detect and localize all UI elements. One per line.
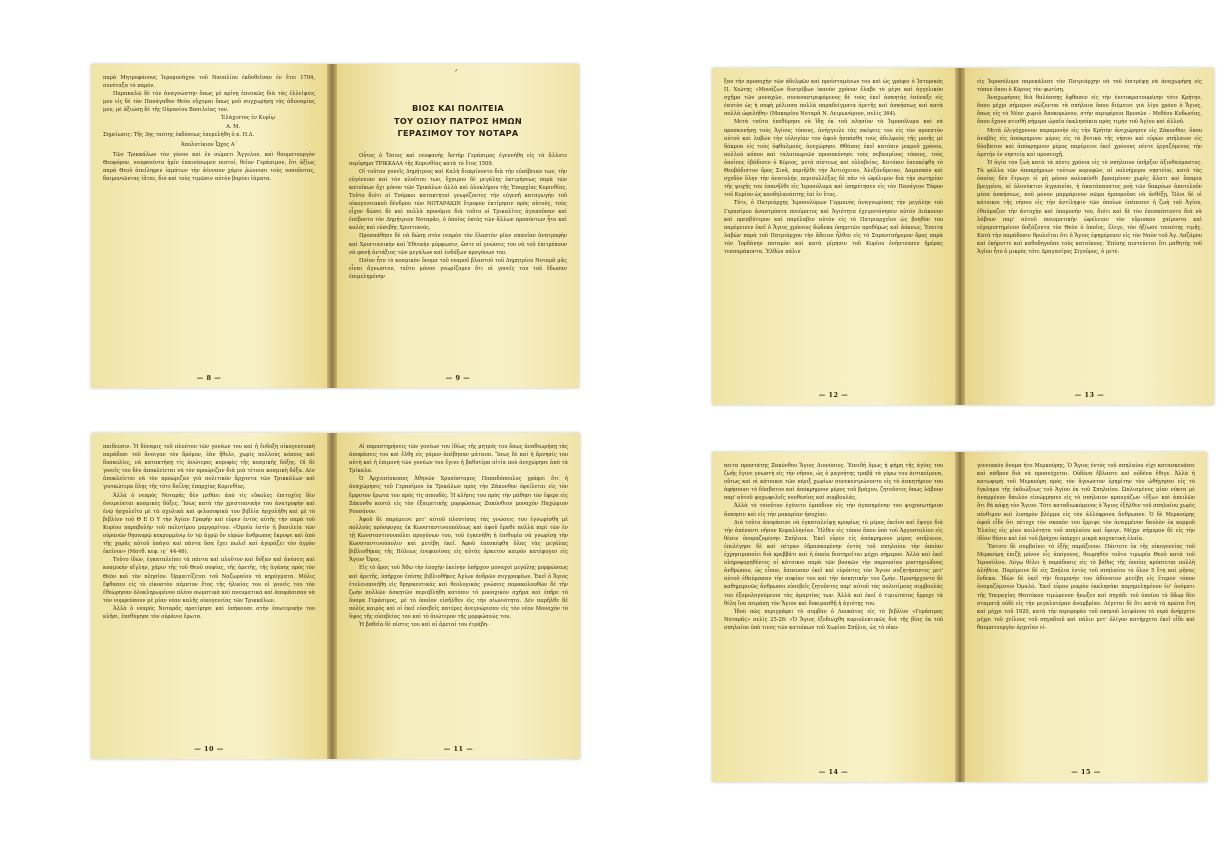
paragraph: Παρακαλῶ δὲ τὸν ἀναγνώστην ὅπως μὲ κρίνῃ ἐπιεικῶς διὰ τὰς ἐλλείψεις μου εἰς δὲ τὸν Πανάγαθον Θεὸν εὔχομαι ὅπως μοῦ συγχωρήσῃ τὰς ἀδυναμίας μου, μὲ ἀξιώσῃ δὲ τῆς Οὐρανίου Βασιλείας του. <box>103 91 315 114</box>
page-14-text <box>724 462 943 760</box>
spread-pages-8-9 <box>91 64 579 388</box>
paragraph: Ἰδοὺ πῶς περιγράφει τὸ συμβὰν ὁ Λουκάτος εἰς τὸ βιβλίον «Γεράσιμος Νοταρᾶς» σελὶς 25-26: «Ὁ Ἅγιος ἐξεδιώχθη κυριολεκτικῶς διὰ τῆς βίας ἐκ τοῦ σπηλαίου ὑπὸ τινος τῶν κατοίκων τοῦ Χωρίου Σπήλια, ὡς τὸ οἰκο- <box>724 608 943 631</box>
chapter-title <box>349 102 567 140</box>
spread-pages-12-13 <box>712 68 1214 405</box>
paragraph: Τοῦτο ἰδών, ἐγκαταλείπει τὰ πάντα καὶ πλοῦτον καὶ δόξαν καὶ ἀνέσεις καὶ κοσμικὴν αἴγλην, χάριν τῆς τοῦ Θεοῦ σοφίας, τῆς ἀρετῆς, τῆς ἀγάπης πρὸς τὸν Θεὸν καὶ τὸν πλησίον. Ὁρμαιτίζεται τοῦ Ναζωραίου τὰ κηρύγματα. Μόλις ἔφθασεν εἰς τὸ εἰκοστὸν πέμπτον ἔτος τῆς ἡλικίας του οἱ γονεῖς του τὸν ἐθεώρησαν ὁλοκληρωμένον πλέον σωματικὰ καὶ πνευματικὰ καὶ ἀπεφάσισαν νὰ τὸν νυμφεύσουν μὲ μίαν νέαν καλῆς οἰκογενείας τῶν Τρικκάλων. <box>103 557 315 604</box>
page-11 <box>337 433 580 759</box>
title-line: ΓΕΡΑΣΙΜΟΥ ΤΟΥ ΝΟΤΑΡΑ <box>397 128 519 138</box>
page-13 <box>965 68 1214 405</box>
page-8 <box>91 64 327 388</box>
paragraph: Ἔκτοτε δὲ συμβαίνει τὸ ἑξῆς παράξενον. Πάντοτε ἐκ τῆς οἰκογενείας τοῦ Μερκούρη ἐπιζῇ μόνον εἷς ἀπόγονος, θεωρηθὲν τοῦτο τιμωρία Θεοῦ κατὰ τοῦ Ἱεροσύλου. Λόγῳ θέλει ἡ παράδοσις εἰς τὸ βάθος τῆς ὁποίας κρύπτεται πολλὴ ἀλήθεια. Παρέμεινε δὲ εἰς Σπήλια ἐντὸς τοῦ σπηλαίου τὸ ὅλον 5 ἔτη καὶ μῆνας ἕνδεκα. Ἰδὼν δὲ ἐκεῖ τὴν διαμονὴν του ἀδύνατον μετέβη εἰς ἕτερον τόπον ὀνομαζόμενον Ὀμαλά. Ἐκεῖ εὗρον μικρὸν ἐκκλησάκι παρημελημένον ἐν' ὀνόματι τῆς Υπεραγίας Θεοτόκου τιμώμενον ἥνωξεν καὶ πηγάδι τοῦ ὁποίου τὸ ὕδωρ δὲν σταματᾷ οὐδὲ εἰς τὴν μεγαλυτέραν ἀνομβρίαν. Λέγεται δὲ ὅτι κατὰ τὰ πρῶτα ἔτη καὶ μέχρι τοῦ 1920, κατὰ τὴν περιφορὰν τοῦ σκηνοῦ λειψάνου τὸ νερὸ ἀνήρχετο μέχρι τοῦ χείλους τοῦ πηγαδιοῦ καὶ πάλιν μετ' ὀλίγον κατήρχετο ἐκεῖ εἶδε καὶ θαυματουργὸν ἀρχαῖαν εἰ- <box>977 543 1195 631</box>
paragraph: Προσπάθησε δὲ νὰ δώσῃ στὸν νεαρὸν τὸν ἔλαστὸν μίαν σπανίαν ἀνατροφὴν καὶ Χριστιανικὴν καὶ Ἐθνικὴν μόρφωσιν, ὥστε αἱ γνώσεις του νὰ τοῦ ἐπιτρέπουν νὰ φανῇ ἀντάξιος τῶν μεγάλων καὶ ἐνδόξων προγόνων του. <box>349 233 567 256</box>
page-number: — 14 — <box>818 768 849 776</box>
paragraph: πειτα προστάτης Ζακύνθου Ἅγιος Διονύσιος. Ἐπειδὴ ὅμως ἡ φήμη τῆς ἁγίας του ζωῆς ἔγινε γνωστὴ εἰς τὴν νῆσον, ὡς ὁ μαγνήτης τραβᾷ τὰ γύρω του ἀντικείμενα, οὕτως καὶ οἱ κάτοικοι τῶν πέριξ χωρίων συνεκεντρώνοντο εἰς τὸ ἀσκητήριον του ἀφήσουσι τὸ δύσβατον καὶ ἀπόκρημνον μέρος τοῦ βράχου, ζητοῦντες ὅπως λάβουν παρ' αὐτοῦ ψυχωφελεῖς νουθεσίας καὶ συμβουλάς. <box>724 463 943 502</box>
spread-pages-10-11 <box>91 433 580 759</box>
paragraph: Εἰς τὸ ὄρος τοῦ Ἄθω τὴν ἐποχὴν ἐκείνην ὑπῆρχον μοναχοὶ μεγάλης μορφώσεως καὶ ἀρετῆς, ὑπῆρχον ἐπίσης βιβλιοθῆκες Ἁγίων ἀνδρῶν συγγραφέων. Ἐκεῖ ὁ Ἅγιος ἐτελειοποιήθη εἰς θρησκευτικὰς καὶ θεολογικὰς γνώσεις παρακολουθῶν δὲ τὴν ζωὴν πολλῶν ἀσκητῶν περιεβλήθη κατόπιν τὸ μοναχικὸν σχῆμα καὶ ἐπῆρε τὸ ὄνομα Γεράσιμος, μὲ τὸ ὁποῖον εἰσῆλθεν εἰς τὴν αἰωνιότητα. Δὲν παρῆλθε δὲ πολὺς καιρὸς καὶ οἱ ἐκεῖ εὐσεβεῖς πατέρες ἀνεγνώρισαν εἰς τὸν νέον Μοναχὸν τὸ ὕψος τῆς εὐσεβείας του καὶ τὸ ἀνώτερον τῆς μορφώσεώς του. <box>349 565 568 620</box>
paragraph: Τότε, ὁ Πατριάρχης Ἱεροσολύμων Γερμανὸς ἀναγνωρίσας τὴν μεγάλην τοῦ Γερασίμου ἀναστρόπτα πνεύματος καὶ Ἁγιότητα ἐχειροτόνησεν αὐτὸν Διάκονον καὶ πρεσβύτερον καὶ παρέλαβεν αὐτὸν εἰς τὸ Πατριαρχεῖον ὡς βοηθὸν του παρέμεινεν ἐκεῖ ὁ Ἅγιος χρόνους δώδεκα ὑπηρετῶν προθύμως καὶ ἀόκνως. Ἐπειτα λαβὼν παρὰ τοῦ Πατριάρχου τὴν ἄδειαν ἦλθεν εἰς τὸ Σαρανταήμερον ὄρος παρὰ τὸν Ἰορδάνην ποταμὸν καὶ κατὰ μίμησιν τοῦ Κυρίου ἐνήστευσεν ἡμέρας τεσσαράκοντα. Ἐλθὼν πάλιν <box>724 200 943 255</box>
page-13-text <box>977 78 1202 383</box>
paragraph: Ὁ Ἀρχιεπίσκοπος Ἀθηνῶν Χρυσόστομος Παπαδόπουλος γράφει ὅτι ἡ ἀναχώρησις τοῦ Γερασίμου ἐκ Τρικάλων πρὸς τὴν Ζάκυνθον ὀφείλεται εἰς τὸν ἔμφυτον ἔρωτα του πρὸς τὶς σπουδές. Ἡ κλῆσις του πρὸς τὴν μάθησι τὸν ἔφερε εἰς Ζάκυνθο κοντὰ εἰς τὸν ἐξαιρετικῆς μορφώσεως Ζακύνθιον μοναχὸν Παχώμιον Ρουσάνον. <box>349 476 568 515</box>
page-12-text <box>724 78 943 383</box>
page-number: — 8 — <box>196 374 222 382</box>
page-15-text <box>977 462 1195 760</box>
pencil-mark-icon: ˊ <box>453 70 459 81</box>
book-gutter <box>955 452 965 782</box>
edition-note: Σημείωσις: Τῆς 3ης ταύτης ἐκδόσεως ἐπεμελήθη ὁ κ. Η.Δ. <box>103 131 255 138</box>
book-gutter <box>327 64 337 388</box>
page-8-text <box>103 74 315 366</box>
paragraph: Ἀφοῦ δὲ παρέμεινε μετ' αὐτοῦ πλουτίσας τὰς γνώσεις του ἐγνωρίσθη μὲ πολλοὺς πρόσφυγας ἐκ Κωνσταντινουπόλεως καὶ ἀφοῦ ἔμαθε πολλὰ περὶ τῶν ἐν τῇ Κωνσταντινουπόλει προγόνων του, τοῦ ἐγκενήθη ἡ ἐπιθυμία νὰ γνωρίσῃ τὴν Κωνσταντινούπολιν καὶ μετέβη ἐκεῖ. Ἀφοῦ ἐπεσκέφθη ὅλας τὰς μεγάλας βιβλιοθήκας τῆς Πόλεως ἐνεφανίσας εἰς αὐτὰς ἀρκετὸν καιρὸν κατέφυγεν εἰς Ἅγιον Ὄρος. <box>349 516 568 564</box>
signature-line: Ἐλάχιστος ἐν Κυρίῳ <box>221 115 275 122</box>
paragraph: Οὗτος ὁ Ὅσιος καὶ νεοφανὴς Ἀστὴρ Γεράσιμος ἐγεννήθη εἰς τὰ ἄλλοτε περίφημα ΤΡΙΚΚΑΛΑ τῆς Κορινθίας κατὰ τὸ ἔτος 1509. <box>349 152 567 167</box>
paragraph: Ἀναχωρήσας διὰ θαλάσσης ἔφθασεν εἰς τὴν ἑνετοκρατουμένην τότε Κρήτην, ὅπου μέχρι σήμερον σώζονται τὰ σπήλαια ὅπου διέμεινε γιὰ λίγο χρόνο ὁ Ἅγιος, ὅπως εἰς τὸ Νέον χωριὸ Ἀποκορώνου, στὴν περιφέρεια Βρυσῶν - Μεθέου Κυδωνίας, ὅπου ἔχουν κτισθῆ σήμερα ὡραῖα ἐκκλησάκια πρὸς τιμὴν τοῦ Ἁγίου καὶ ἀλλοῦ. <box>977 95 1202 126</box>
paragraph: Ἀλλὰ ὁ νεαρὸς Νοταρᾶς δὲν μεθάει ἀπὸ τὶς εὔκολες ἐπιτυχίες δὲν ὀνειρεύεται κοσμικὲς δόξες. Ἴσως κατὰ τὴν χριστιανικὴν του ἀνατροφὴν καὶ ἐνῷ ἠσχολεῖτο μὲ τὰ σχολικὰ καὶ φιλοσοφικὰ του βιβλία ἠσχολήθη καὶ μὲ τὸ βιβλίον τοῦ Θ Ε Ο Υ τὴν Ἁγίαν Γραφὴν καὶ εὗρεν ἐντὸς αὐτῆς τὴν παρὰ τοῦ Κυρίου παραβολὴν τοῦ πολυτίμου μαργαρίτου. «Ὁμοία ἐστὶν ἡ βασιλεία τῶν οὐρανῶν θησαυρῷ κεκρυμμένῳ ἐν τῷ ἀγρῷ ὃν εὑρὼν ἄνθρωπος ἔκρυψε καὶ ἀπὸ τῆς χαρᾶς αὐτοῦ ὑπάγει καὶ πάντα ὅσα ἔχει πωλεῖ καὶ ἀγοράζει τὸν ἀγρὸν ἐκεῖνον» (Ματθ. κεφ. ιγ΄ 44-46). <box>103 492 315 556</box>
paragraph: Διὰ τοῦτο ἀπεφάσισε νὰ ἐγκαταλείψῃ κρυφίως τὸ μέρος ἐκεῖνο καὶ ἔφυγε διὰ τὴν ἀπέναντι νῆσον Κεφαλληνίαν. Ἦλθεν εἰς τόπον ὅπου ὑπὸ τοῦ Ἀργοστολίου εἰς θέσιν ὀνομαζομένην Σπήλαια. Ἐκεῖ εὗρεν εἰς ἀπόκρημνον μέρος σπήλαιον, ἐπελέγησε δὲ καὶ πέτραν ἐδρασκομένην ἐντὸς τοῦ σπηλαίου τὴν ὁποίαν ἐχρησιμοποίει διὰ κρεββάτι καὶ ἡ ὁποία διατηρεῖται μέχρι σήμερον. Ἀλλὰ καὶ ἐκεῖ πληροφορηθέντες οἱ κάτοικοι παρὰ τῶν βοσκῶν τὴν παρουσίαν μυστηριώδους ἀνθρώπου, ὡς εἶπον, ἔσπευσαν ἐκεῖ καὶ εὑρόντες τὸν Ἅγιον συζητήσαντες μετ' αὐτοῦ ἐθαύμασαν τὴν σοφίαν του καὶ τὴν ἀσκητικὴν του ζωήν. Προσήρχοντο δὲ καθημερινῶς ἄνθρωποι εὐσεβεῖς ζητοῦντες παρ' αὐτοῦ τὰς πολυτίμους συμβουλάς του ἐξομολογούμενοι τὰς ἁμαρτίας των. Ἀλλὰ καὶ ἐκεῖ ὁ τιμιώτατος ἔρρεχε τὰ θέλη ἵνα πειράσῃ τὸν Ἅγιον καὶ δοκιμασθῇ ἡ ἀγιότης του. <box>724 519 943 607</box>
paragraph: Ἡ ἁγία του ζωὴ κατὰ τὰ πέντε χρόνια εἰς τὸ σπήλαιον ὑπῆρξεν ἀξιοθαύμαστος. Τὰ φύλλα τῶν ἀποκρήμνων τοὐτων κορυφῶν, αἱ πολυήμεροι νηστεῖαι, κατὰ τὰς ὁποίας δὲν ἔτρωγε εἰ μὴ μόνον κολοκύνθι βρασμένον χωρὶς ἅλατι καὶ ὅσπρια βρεγμένα, αἱ ὁλονύκτιοι ἀγρυπνίαι, ἡ ἀκατάπαυστος ροὴ τῶν δακρύων ἀποτελοῦν μέσα ἀσκήσεως, ποῦ μόνον μαρμάρινον σῶμα ἠμποροῦσε νὰ ἀνθέξῃ. Ὅλοι δὲ οἱ κάτοικοι τῆς νήσου εἰς τὴν ἀντίληψιν τῶν ὁποίων ἐπέπεσεν ἡ ζωὴ τοῦ Ἁγίου, ἐθαύμαζον τὴν ἀντοχὴν καὶ ὑπομονήν του, διότι καὶ δὲ τὸν ἐπεσκέπτοντο διὰ νὰ λάβουν παρ' αὐτοῦ πνευματικὴν ὠφέλειαν τὸν εὕρισκον χαίροντα καὶ εὐχαριστημένον δοξάζοντα τὸν Θεὸν ὁ ὁποῖος, ἔλεγε, τὸν ἠξίωσε τοιαύτης τιμῆς. Κατὰ τὴν παράδοσιν θρυλεῖται ὅτι ὁ Ἅγιος ἐφημέρευεν εἰς τὸν Ναὸν τοῦ Ἁγ. Λαζάρου καὶ ἐκήρυττε καὶ καθοδηγοῦσε τοὺς κατοίκους. Ἐπίσης πιστεύεται ὅτι μαθητὴς τοῦ Ἁγίου ἦτο ὁ μικρὸς τότε Δραγανίγος Σιγοῦρος, ὁ μετέ- <box>977 159 1202 255</box>
page-number: — 15 — <box>1071 768 1101 776</box>
paragraph: παρά Μητροφάνους Ἱερομονάχου τοῦ Ναυπλίου ἐκδοθεῖσαν ἐν ἔτει 1704, συνέταξα τὸ παρόν. <box>103 75 315 90</box>
apolytikion-title: Ἀπολυτίκιον ᾮχος Α΄ <box>180 141 238 148</box>
apolytikion-text: Τῶν Τρικκάλων τὸν γόνον καὶ ἐν σώματι Ἄγγελον, καὶ θαυματουργὸν Θεοφόρον, νεοφανέντα ἡμῖν ἐπαινέσωμεν πιστοί, θεῖον Γεράσιμον, ὅτι ἀξίως παρὰ Θεοῦ ἀπείληφεν ἰαμάτων τὴν ἀένναον χάριν ῥώννυσι τοὺς νοσοῦντας, δαιμονιῶντας ἰᾶται, διὸ καὶ τοὺς τιμῶσιν αὐτὸν βαρύει ἰάματα. <box>103 151 315 183</box>
page-number: — 13 — <box>1074 391 1105 399</box>
paragraph: Αἱ παραστηρήσεις τῶν γονέων του ἰδίως τῆς μητρός του ὅπως ἀναθεωρήσῃ τὰς ἀποφάσεις του καὶ ἔλθῃ εἰς γάμον ἀπέβησαν μάταιαι. Ἴσως δὲ καὶ ἡ ἄρνησίς του αὐτὴ καὶ ἡ ἐπιμονὴ τῶν γονέων του ἔγινε ἡ βαθυτέρα αἰτία ποὺ ἀνεχώρησε ἀπὸ τὰ Τρίκαλα. <box>349 444 568 475</box>
page-9 <box>337 64 579 388</box>
page-12 <box>712 68 955 405</box>
page-9-text <box>349 74 567 366</box>
paragraph: Ἀλλὰ τὸ τοιοῦτον ἐγένετο ἐμπόδιον εἰς τὴν ἀγαπημένην του ψυχοσωτήριον ἄσκησιν καὶ εἰς τὴν μακαρίαν ἡσυχίαν. <box>724 503 943 518</box>
page-number: — 10 — <box>194 745 224 753</box>
title-line: ΤΟΥ ΟΣΙΟΥ ΠΑΤΡΟΣ ΗΜΩΝ <box>394 115 522 126</box>
paragraph: Μετὰ ὀλιγόχρονον παραμονὴν εἰς τὴν Κρήτην ἀνεχώρησεν εἰς Ζάκυνθον, ὅπου ἀναβὰς εἰς ἀπόκρημνον μέρος εἰς τὰ βυτικὰ τῆς νήσου καὶ εὑρὼν σπήλαιον εἰς δύσβατον καὶ ἀπόκρημνον μέρος παρέμεινε ἐκεῖ χρόνους πέντε ἐργαζόμενος τὴν ἀρετὴν ἐν νηστείᾳ καὶ προσευχῇ. <box>977 127 1202 158</box>
book-gutter <box>955 68 965 405</box>
paragraph: εἰς Ἱεροσόλυμα παρεκάλεσε τὸν Πατριάρχην νὰ τοῦ ἐπιτρέψῃ νὰ ἀναχωρήσῃ εἰς τόπον ὅπου ὁ Κύριος τὸν φωτίσῃ. <box>977 79 1202 94</box>
signature-initials: Α. Μ. <box>226 123 240 130</box>
page-number: — 12 — <box>818 391 849 399</box>
page-10 <box>91 433 327 759</box>
paragraph: Οἱ τοῦτου γονεῖς Δημήτριος καὶ Καλὴ διεκρίνοντο διὰ τὴν εὐσέβειαν των, τὴν εὐγένειαν καὶ τὸν πλοῦτον των, ἔχαιρον δὲ μεγάλης ἐκτιμήσεως παρὰ τῶν κατοίκων ὄχι μόνον τῶν Τρικάλων ἀλλὰ καὶ ὁλοκλήρου τῆς Ἐπαρχίας Κορινθίας. Τοῦτο διότι οἱ Τσόρκοι κατακτηταὶ γνωρίζοντες τὴν εὐγενῆ καταγωγὴν τοῦ οἰκογενειακοῦ δένδρου τῶν ΝΟΤΑΡΑΙΩΝ ἔτρεφον ἐκτίμησιν πρὸς αὐτούς, τοὺς εἶχον δώσει δὲ καὶ πολλὰ προνόμια διὰ τοῦτο οἱ Τρικαλῖτες ἀγαποῦσαν καὶ ἐσέβοντο τὸν Δημήτριον Νοταρᾶν, ὁ ὁποῖος ἐκτὸς τῶν ἄλλων προσόντων ἦτο καὶ καλὸς καὶ εὐσεβὴς Χριστιανός. <box>349 168 567 232</box>
page-number: — 9 — <box>445 374 471 382</box>
paragraph: Μετὰ ταῦτα ἐπεθύμησε νὰ ἴδῃ ἐκ τοῦ πλησίον τὰ Ἱεροσόλυμα καὶ νὰ προσκυνήσῃ τοὺς Ἁγίους τόπους, ἀνήγγειλε τὰς σκέψεις του εἰς τὸν προεστὸν αὐτοῦ καὶ λαβὼν τὴν εὐλογίαν του ἀφοῦ ἠσπάσθη τοὺς ἀδελφοὺς τῆς μονῆς μὲ δάκρυα εἰς τοὺς ὀφθαλμούς, ἀνεχώρησε. Θθάσας ἐκεῖ κατόπιν μικροῦ χρόνου, πολλοὺ κόπου καὶ ταλαιπωριῶν προσεκύνησε τοὺς σεβασμίους τόπους, τοὺς ὁποίους ἐβάδισεν ὁ Κύριος, μετὰ πίστεως καὶ εὐλαβείας. Κατόπιν ἐπεσκέφθη τὸ Θεοβάδιστον ὄρος Σινᾶ, περιῆλθε τὴν Ἀντιόχειαν, Ἀλεξάνδρειαν, Δαμασκὸν καὶ σχεδὸν ὅλην τὴν ἀνατολήν, περισυλλέξας δὲ πᾶν τὸ ὠφέλιμον διὰ τὴν σωτηρίαν τῆς ψυχῆς του ἐπανῆλθε εἰς Ἱεροσόλυμα καὶ ὑπηρέτησεν εἰς τὸν Πανάγιον Τάφον τοῦ Κυρίου ὡς κανδηλανάπτης ἐπὶ ἓν ἔτος. <box>724 119 943 199</box>
page-10-text <box>103 443 315 737</box>
paragraph: Ἀλλὰ ὁ νεαρὸς Νοταρᾶς προτίμησε καὶ ὑπήκουσε στὴν ἐσωτερικὴν του κλῆσι, ἐπεθύμησε τὸν οὐράνιο ἔρωτα. <box>103 605 315 620</box>
book-gutter <box>327 433 337 759</box>
paragraph: ξαν τὴν προσοχὴν τῶν ἀδελφῶν καὶ προϊσταμένων του καὶ ὡς γράφει ὁ Ἱστορικὸς Π. Χιώτης «Μονάζων διατρίβων ἱκανὸν χρόνον ἔλαβε τὸ μέγα καὶ ἀγγελικὸν σχῆμα τῶν μοναχῶν, συναναστρεφόμενος δὲ τοὺς ἐκεῖ ἀσκητὰς ἐσύναξε εἰς ἑαυτὸν ὡς ἡ σοφὴ μέλισσα πολλὰ παραδείγματα ἀρετῆς καὶ ἀσκήσεως καὶ κατὰ πολλὰ ὠφελήθη» (Μακαρίου Νοταρᾶ Ν. Λειμωνάριον, σελὶς 364). <box>724 79 943 118</box>
page-14 <box>712 452 955 782</box>
title-line: ΒΙΟΣ ΚΑΙ ΠΟΛΙΤΕΙΑ <box>411 103 505 113</box>
paragraph: Ἡ βαθεῖα δὲ πίστις του καὶ αἱ ἀρεταί του ἐτράβη- <box>359 622 489 629</box>
page-number: — 11 — <box>443 745 474 753</box>
page-11-text <box>349 443 568 737</box>
paragraph: παιδευσιν. Ἡ δύναμις τοῦ πλούτου τῶν γονέων του καὶ ἡ ἔνδοξη οἰκογενειακὴ παράδοσι τοῦ ἄνοιγαν τὸν δρόμον, ἐὰν ἤθελε, χωρὶς πολλοὺς κόπους καὶ δυσκολίες, νὰ κατακτήσῃ τὶς ἀνώτερες κορυφὲς τῆς κοσμικῆς δόξης. Οἱ δὲ γονεῖς του δὲν ἀποκλείεται νὰ τὸν προώριζαν διὰ μιὰ τέτοια κοσμικὴ δόξα. Δὲν ἀποκλείεται νὰ τὸν προώριζαν γιὰ πολιτικὸν ἄρχοντα τῶν Τρικκάλων καὶ γενικώτερα ὅλης τῆς τότε δαΐλης ἐπαρχίας Κορινθίας. <box>103 444 315 491</box>
paragraph: γενειακὸν ὄνομα ἦτο Μερκούρης. Ὁ Ἅγιος ἐντὸς τοῦ σπηλαίου εἶχε κατασκευάσει καὶ πάθρον διὰ νὰ προσεύχεται. Οὐδένα ἔβλαπτε καὶ οὐδένα ἔθιγε. Ἀλλὰ ἡ κατωφερὴ τοῦ Μερκούρη πρὸς τὸν ἄγνωστον ἐρημίτην τὸν ὠθήγησεν εἰς τὸ ἔγκλημα τῆς ἐκδιώξεως τοῦ Ἁγίου ἐκ τοῦ Σπηλαίου. Ὡπλισμένος μίαν νύκτα μὲ ἀναμμένον δαυλὸν εἰσώρμησεν εἰς τὸ σπήλαιον κραυγάζων «ἔξω» καὶ ἀπειλῶν ὅτι θὰ κάψῃ τὸν Ἅγιον. Τότε καταδιωκόμενος ὁ Ἅγιος ἐξῆλθεν τοῦ σπηλαίου χωρὶς πένθιμον καὶ λυπηρὸν βλέμμα εἰς τὸν ἀλλόφρονα ἄνθρωπον. Ὁ δὲ Μερκούρης ἀφοῦ εἶδε ὅτι πέτυχε τὸν σκοπὸν του ἔρριψε τὸν ἀναμμένον δαυλὸν ἐκ κορμοῦ Ἐλαίας εἰς μίαν κοιλότητα τοῦ σπηλαίου καὶ ἔφυγε. Μέχρι σήμερον δὲ εἰς τὴν ἰδίαν θέσιν καὶ ἐπὶ τοῦ βράχου ὑπάρχει μικρὰ καχεκτικὴ ἐλαία. <box>977 463 1195 542</box>
spread-pages-14-15 <box>712 452 1207 782</box>
page-15 <box>965 452 1207 782</box>
paragraph: Ποῖον ἦτο τὸ κοσμικὸν ὄνομα τοῦ νεαροῦ βλαστοῦ τοῦ Δημητρίου Νοταρᾶ μᾶς εἶναι ἄγνωστον, τοῦτο μόνον γνωρίζομεν ὅτι οἱ γονεῖς του τοῦ ἔδωσαν ἐπιμελημένην <box>349 257 567 280</box>
